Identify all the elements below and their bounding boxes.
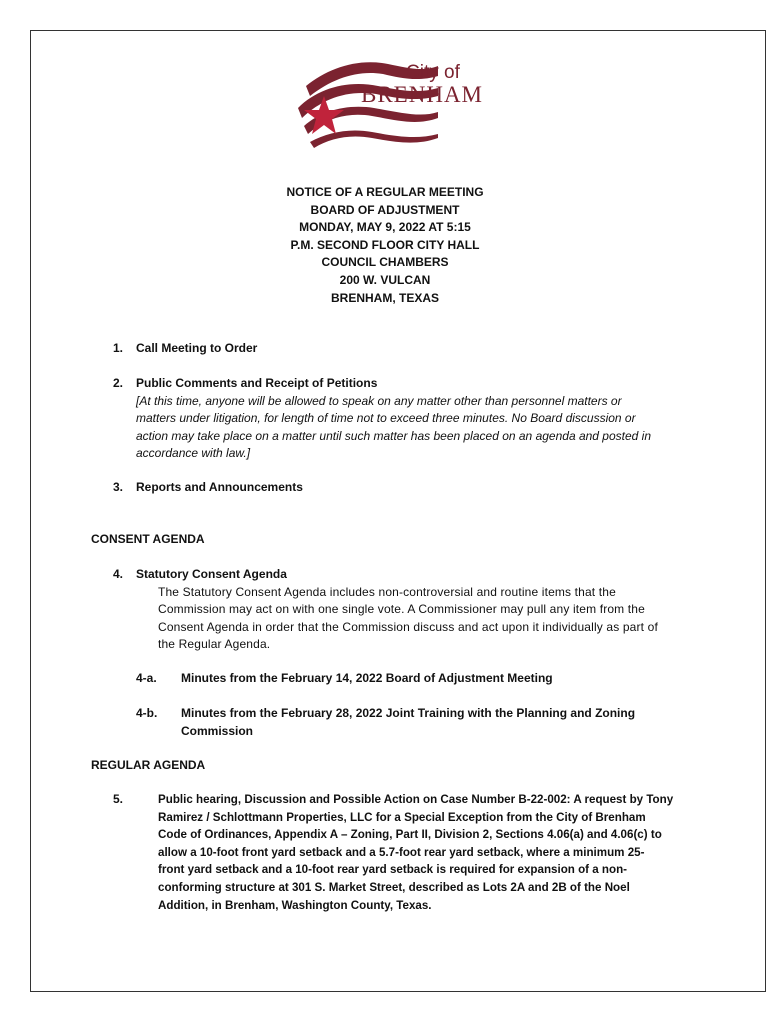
item-text-line: Ramirez / Schlottmann Properties, LLC for a Special Exception from the City of Brenham [158,810,646,824]
item-title: Public Comments and Receipt of Petitions [136,376,378,390]
item-number: 5. [113,792,124,806]
item-text-line: conforming structure at 301 S. Market Street, described as Lots 2A and 2B of the Noel [158,880,630,894]
meeting-header [200,184,570,307]
agenda-item-4a [136,670,681,688]
item-number: 3. [113,480,124,494]
item-note-line: [At this time, anyone will be allowed to speak on any matter other than personnel matters or [136,393,622,408]
agenda-item-4b [136,705,681,740]
agenda-item-2 [113,375,673,463]
item-title: Statutory Consent Agenda [136,567,287,581]
city-logo [288,48,483,160]
item-title: Reports and Announcements [136,480,303,494]
item-number: 1. [113,341,124,355]
item-note-line: matters under litigation, for length of time not to exceed three minutes. No Board discussion or [136,411,636,426]
header-line: MONDAY, MAY 9, 2022 AT 5:15 [299,220,471,235]
header-line: COUNCIL CHAMBERS [321,255,449,270]
item-description-line: Commission may act on with one single vote. A Commissioner may pull any item from the [158,602,645,617]
header-line: BRENHAM, TEXAS [330,290,439,305]
header-line: P.M. SECOND FLOOR CITY HALL [290,237,480,252]
item-description-line: the Regular Agenda. [158,637,271,652]
item-note-line: action may take place on a matter until such matter has been placed on an agenda and posted in [136,428,652,443]
item-text-line: front yard setback and a 10-foot rear yard setback is required for expansion of a non- [158,863,628,877]
logo-city-text: City of [406,62,460,83]
consent-agenda-heading: CONSENT AGENDA [91,532,205,546]
item-text-line: Public hearing, Discussion and Possible Action on Case Number B-22-002: A request by Tony [158,793,674,806]
logo-name-text: BRENHAM [361,82,484,107]
header-line: NOTICE OF A REGULAR MEETING [286,185,484,199]
item-text-line: allow a 10-foot front yard setback and a 5.7-foot rear yard setback, where a minimum 25- [158,845,645,859]
item-text-line: Minutes from the February 28, 2022 Joint Training with the Planning and Zoning [181,706,636,720]
agenda-item-4 [113,566,681,654]
item-description-line: The Statutory Consent Agenda includes non-controversial and routine items that the [158,584,616,599]
item-text-line: Addition, in Brenham, Washington County, Texas. [158,898,432,912]
header-line: 200 W. VULCAN [339,272,431,287]
header-line: BOARD OF ADJUSTMENT [310,202,460,217]
regular-agenda-heading: REGULAR AGENDA [91,758,206,772]
agenda-item-5 [113,791,683,914]
item-number: 4-a. [136,671,157,685]
item-number: 2. [113,376,124,390]
item-text: Minutes from the February 14, 2022 Board of Adjustment Meeting [181,671,553,685]
item-description-line: Consent Agenda in order that the Commission discuss and act upon it individually as part of [158,619,658,634]
item-number: 4. [113,567,124,581]
item-text-line: Commission [181,723,254,738]
item-number: 4-b. [136,706,158,720]
item-text-line: Code of Ordinances, Appendix A – Zoning, Part II, Division 2, Sections 4.06(a) and 4.06(c) to [158,828,662,842]
item-title: Call Meeting to Order [136,341,258,355]
item-note-line: accordance with law.] [136,446,251,461]
